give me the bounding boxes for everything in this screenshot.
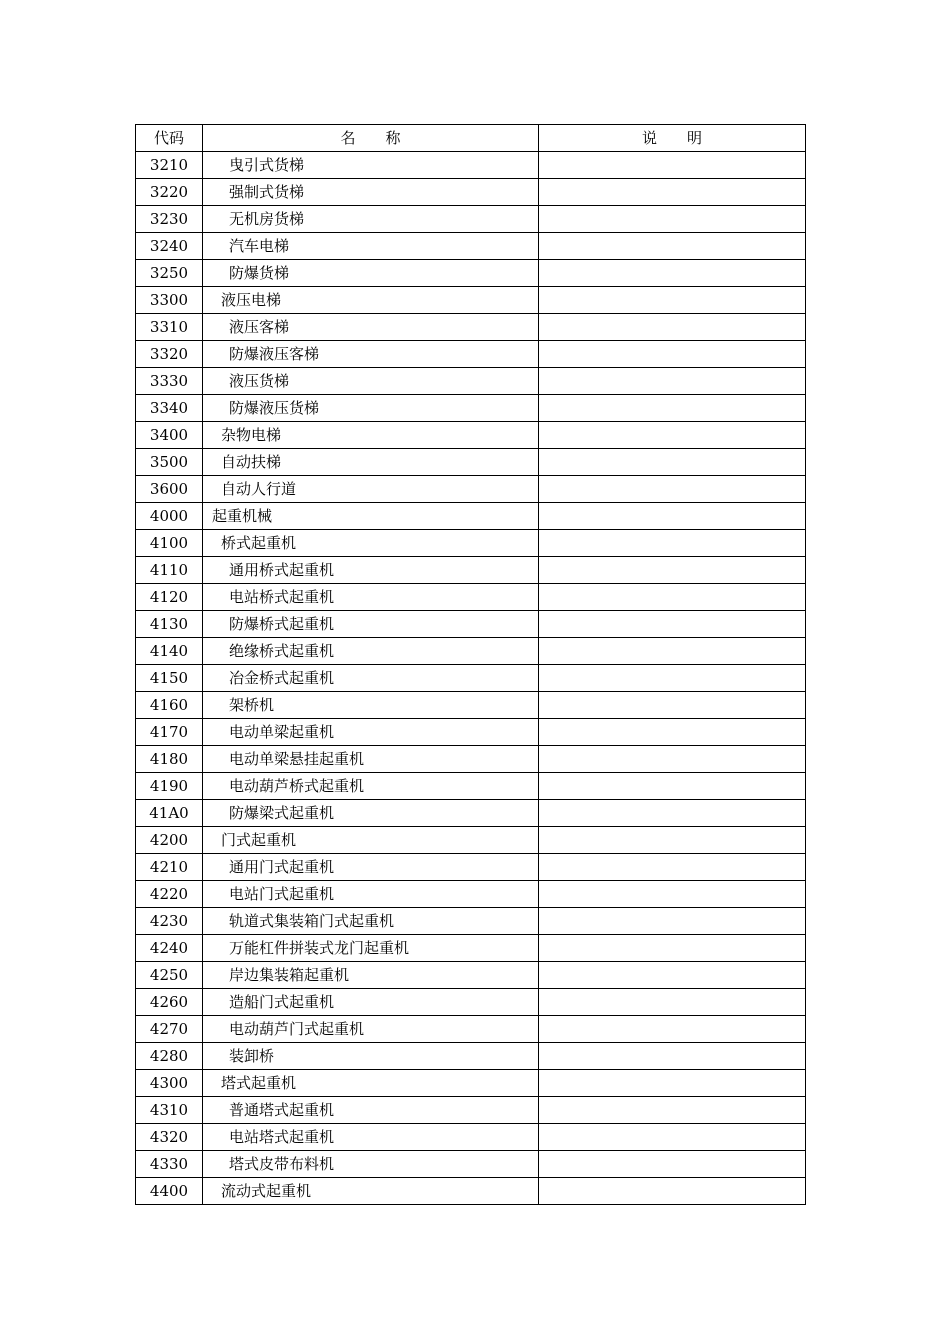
table-row <box>136 692 806 719</box>
row-note <box>539 665 806 692</box>
row-name: 岸边集装箱起重机 <box>203 962 539 989</box>
row-note <box>539 152 806 179</box>
row-code: 3500 <box>136 449 203 476</box>
row-name: 电动单梁悬挂起重机 <box>203 746 539 773</box>
table-row <box>136 503 806 530</box>
row-name: 万能杠件拼装式龙门起重机 <box>203 935 539 962</box>
row-name: 桥式起重机 <box>203 530 539 557</box>
table-row <box>136 881 806 908</box>
row-note <box>539 989 806 1016</box>
table-row <box>136 152 806 179</box>
row-name: 装卸桥 <box>203 1043 539 1070</box>
row-name: 造船门式起重机 <box>203 989 539 1016</box>
row-note <box>539 773 806 800</box>
row-code: 3310 <box>136 314 203 341</box>
row-note <box>539 1178 806 1205</box>
table-row <box>136 719 806 746</box>
table-body <box>136 152 806 1205</box>
table-row <box>136 341 806 368</box>
table-row <box>136 1016 806 1043</box>
table-row <box>136 476 806 503</box>
row-code: 4120 <box>136 584 203 611</box>
table-row <box>136 611 806 638</box>
row-note <box>539 1151 806 1178</box>
row-name: 曳引式货梯 <box>203 152 539 179</box>
table-row <box>136 368 806 395</box>
row-code: 3210 <box>136 152 203 179</box>
row-note <box>539 206 806 233</box>
row-code: 4240 <box>136 935 203 962</box>
row-name: 电动单梁起重机 <box>203 719 539 746</box>
row-note <box>539 557 806 584</box>
row-code: 4200 <box>136 827 203 854</box>
header-note: 说 明 <box>539 125 806 152</box>
row-name: 塔式皮带布料机 <box>203 1151 539 1178</box>
row-code: 3240 <box>136 233 203 260</box>
table-row <box>136 557 806 584</box>
row-name: 电站门式起重机 <box>203 881 539 908</box>
row-note <box>539 341 806 368</box>
table-row <box>136 1151 806 1178</box>
row-note <box>539 368 806 395</box>
row-code: 3320 <box>136 341 203 368</box>
row-name: 液压客梯 <box>203 314 539 341</box>
row-note <box>539 800 806 827</box>
row-name: 自动人行道 <box>203 476 539 503</box>
row-note <box>539 827 806 854</box>
row-name: 起重机械 <box>203 503 539 530</box>
row-name: 架桥机 <box>203 692 539 719</box>
row-note <box>539 503 806 530</box>
table-row <box>136 422 806 449</box>
table-row <box>136 179 806 206</box>
row-note <box>539 422 806 449</box>
equipment-code-table <box>135 124 806 1205</box>
header-code: 代码 <box>136 125 203 152</box>
row-name: 自动扶梯 <box>203 449 539 476</box>
row-name: 通用门式起重机 <box>203 854 539 881</box>
row-code: 3250 <box>136 260 203 287</box>
row-name: 流动式起重机 <box>203 1178 539 1205</box>
row-code: 4400 <box>136 1178 203 1205</box>
row-note <box>539 395 806 422</box>
row-note <box>539 449 806 476</box>
row-code: 4110 <box>136 557 203 584</box>
table-row <box>136 962 806 989</box>
table-row <box>136 1043 806 1070</box>
row-note <box>539 1016 806 1043</box>
row-code: 3400 <box>136 422 203 449</box>
row-code: 41A0 <box>136 800 203 827</box>
row-name: 电站桥式起重机 <box>203 584 539 611</box>
row-code: 4260 <box>136 989 203 1016</box>
row-note <box>539 881 806 908</box>
row-name: 轨道式集装箱门式起重机 <box>203 908 539 935</box>
row-name: 冶金桥式起重机 <box>203 665 539 692</box>
row-name: 防爆货梯 <box>203 260 539 287</box>
row-code: 4190 <box>136 773 203 800</box>
row-name: 杂物电梯 <box>203 422 539 449</box>
table-header-row <box>136 125 806 152</box>
row-code: 4250 <box>136 962 203 989</box>
row-name: 电动葫芦门式起重机 <box>203 1016 539 1043</box>
table-row <box>136 287 806 314</box>
table-row <box>136 908 806 935</box>
table-row <box>136 638 806 665</box>
row-code: 4310 <box>136 1097 203 1124</box>
row-name: 无机房货梯 <box>203 206 539 233</box>
row-code: 4280 <box>136 1043 203 1070</box>
table-row <box>136 449 806 476</box>
row-name: 强制式货梯 <box>203 179 539 206</box>
table-row <box>136 530 806 557</box>
table-row <box>136 584 806 611</box>
row-name: 防爆液压货梯 <box>203 395 539 422</box>
row-note <box>539 1043 806 1070</box>
table-row <box>136 1097 806 1124</box>
row-code: 4270 <box>136 1016 203 1043</box>
row-note <box>539 854 806 881</box>
row-note <box>539 233 806 260</box>
row-name: 汽车电梯 <box>203 233 539 260</box>
row-name: 液压货梯 <box>203 368 539 395</box>
table-row <box>136 1124 806 1151</box>
row-code: 3220 <box>136 179 203 206</box>
row-code: 4180 <box>136 746 203 773</box>
row-note <box>539 638 806 665</box>
table-row <box>136 935 806 962</box>
header-name: 名 称 <box>203 125 539 152</box>
row-note <box>539 719 806 746</box>
row-note <box>539 287 806 314</box>
row-name: 电站塔式起重机 <box>203 1124 539 1151</box>
row-code: 4100 <box>136 530 203 557</box>
row-note <box>539 1124 806 1151</box>
row-note <box>539 935 806 962</box>
row-code: 4140 <box>136 638 203 665</box>
row-note <box>539 530 806 557</box>
table-row <box>136 206 806 233</box>
row-code: 4230 <box>136 908 203 935</box>
row-code: 3300 <box>136 287 203 314</box>
row-code: 4170 <box>136 719 203 746</box>
row-code: 4000 <box>136 503 203 530</box>
row-name: 防爆梁式起重机 <box>203 800 539 827</box>
row-name: 塔式起重机 <box>203 1070 539 1097</box>
row-name: 绝缘桥式起重机 <box>203 638 539 665</box>
row-note <box>539 1070 806 1097</box>
table-row <box>136 1178 806 1205</box>
table-row <box>136 1070 806 1097</box>
table-row <box>136 314 806 341</box>
row-note <box>539 962 806 989</box>
row-note <box>539 1097 806 1124</box>
table-row <box>136 665 806 692</box>
row-code: 4330 <box>136 1151 203 1178</box>
row-note <box>539 746 806 773</box>
table-row <box>136 260 806 287</box>
row-note <box>539 584 806 611</box>
row-code: 4150 <box>136 665 203 692</box>
row-code: 4320 <box>136 1124 203 1151</box>
row-code: 4220 <box>136 881 203 908</box>
row-code: 3600 <box>136 476 203 503</box>
row-code: 4160 <box>136 692 203 719</box>
row-note <box>539 692 806 719</box>
row-code: 4210 <box>136 854 203 881</box>
row-name: 防爆液压客梯 <box>203 341 539 368</box>
row-code: 4130 <box>136 611 203 638</box>
row-note <box>539 179 806 206</box>
table-row <box>136 746 806 773</box>
row-code: 3330 <box>136 368 203 395</box>
row-code: 3230 <box>136 206 203 233</box>
row-name: 电动葫芦桥式起重机 <box>203 773 539 800</box>
row-code: 3340 <box>136 395 203 422</box>
row-note <box>539 611 806 638</box>
row-name: 液压电梯 <box>203 287 539 314</box>
table-row <box>136 800 806 827</box>
row-note <box>539 908 806 935</box>
table-row <box>136 854 806 881</box>
table-row <box>136 233 806 260</box>
row-note <box>539 314 806 341</box>
table-row <box>136 989 806 1016</box>
row-name: 通用桥式起重机 <box>203 557 539 584</box>
row-note <box>539 260 806 287</box>
row-note <box>539 476 806 503</box>
row-name: 门式起重机 <box>203 827 539 854</box>
row-name: 普通塔式起重机 <box>203 1097 539 1124</box>
row-code: 4300 <box>136 1070 203 1097</box>
table-row <box>136 773 806 800</box>
row-name: 防爆桥式起重机 <box>203 611 539 638</box>
table-row <box>136 827 806 854</box>
table-row <box>136 395 806 422</box>
